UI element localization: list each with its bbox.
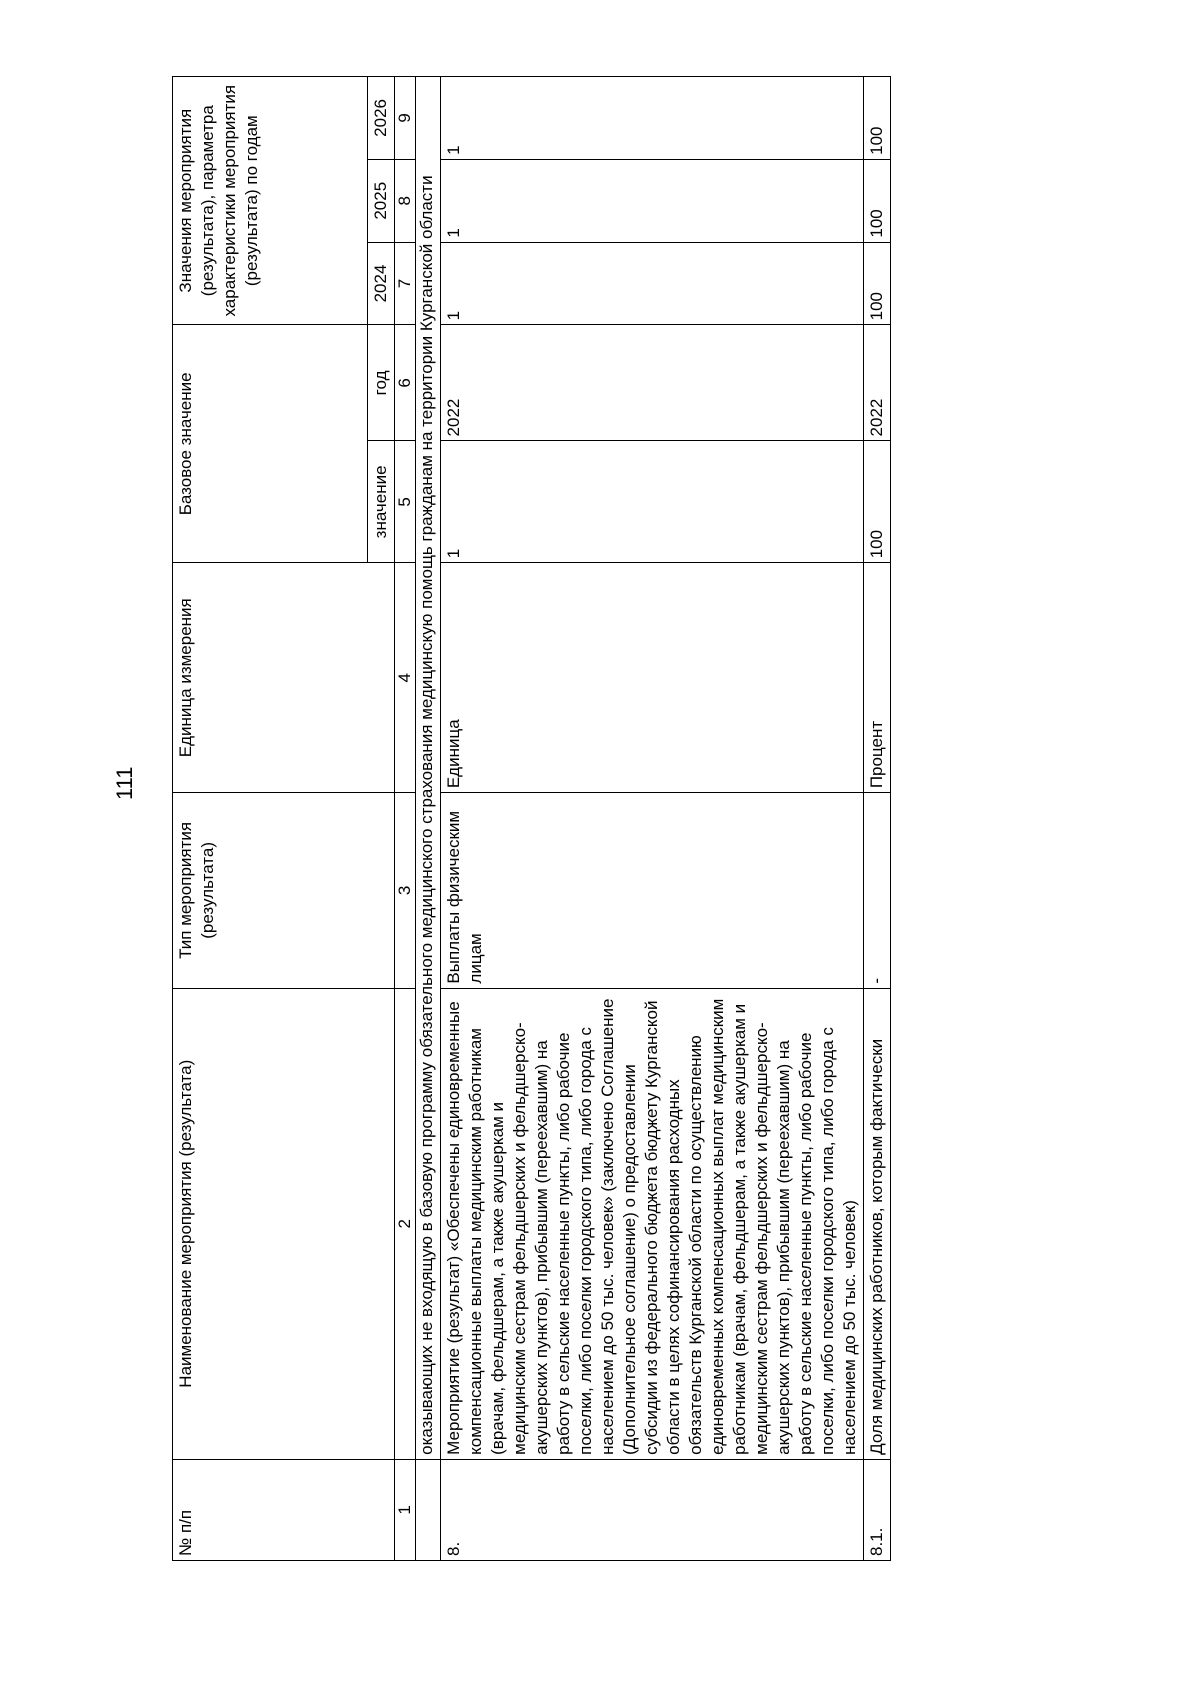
row-name: Мероприятие (результат) «Обеспечены единовременные компенсационные выплаты медицинским работникам (врачам, фельдшерам, а также акушеркам и медицинским сестрам фельдшерских и фельдшерско-акушерских пунктов), прибывшим (переехавшим) на работу в сельские населенные пункты, либо рабочие поселки, либо поселки городского типа, либо города с населением до 50 тыс. человек» (заключено Соглашение (Дополнительное соглашение) о предоставлении субсидии из федерального бюджета бюджету Курганской области в целях софинансирования расходных обязательств Курганской области по осуществлению единовременных компенсационных выплат медицинским работникам (врачам, фельдшерам, а также акушеркам и медицинским сестрам фельдшерских и фельдшерско-акушерских пунктов), прибывшим (переехавшим) на работу в сельские населенные пункты, либо рабочие поселки, либо поселки городского типа, либо города с населением до 50 тыс. человек) (441, 988, 864, 1459)
row-unit: Единица (441, 563, 864, 793)
row-value-2026: 100 (864, 77, 891, 160)
row-number: 8.1. (864, 1459, 891, 1560)
header-base-value: значение (368, 441, 395, 563)
row-number: 8. (441, 1459, 864, 1560)
row-value-2025: 1 (441, 159, 864, 242)
column-number-6: 6 (395, 325, 416, 441)
header-year-2025: 2025 (368, 159, 395, 242)
section-number-cell (416, 1459, 441, 1560)
table-row (864, 77, 891, 1561)
column-number-7: 7 (395, 242, 416, 325)
column-number-3: 3 (395, 793, 416, 988)
header-base-year: год (368, 325, 395, 441)
header-year-2024: 2024 (368, 242, 395, 325)
header-base: Базовое значение (173, 325, 368, 563)
row-value-2024: 100 (864, 242, 891, 325)
column-number-4: 4 (395, 563, 416, 793)
column-number-8: 8 (395, 159, 416, 242)
row-base-year: 2022 (864, 325, 891, 441)
row-base-year: 2022 (441, 325, 864, 441)
row-type: - (864, 793, 891, 988)
header-name: Наименование мероприятия (результата) (173, 988, 395, 1459)
table-sheet (172, 76, 1017, 1561)
header-unit: Единица измерения (173, 563, 395, 793)
header-type: Тип мероприятия (результата) (173, 793, 395, 988)
header-number: № п/п (173, 1459, 395, 1560)
column-number-9: 9 (395, 77, 416, 160)
row-base-value: 100 (864, 441, 891, 563)
column-number-1: 1 (395, 1459, 416, 1560)
table-row (441, 77, 864, 1561)
header-values: Значения мероприятия (результата), параметра характеристики мероприятия (результата) по годам (173, 77, 368, 325)
measures-table (172, 76, 891, 1561)
row-name: Доля медицинских работников, которым фактически (864, 988, 891, 1459)
section-title: оказывающих не входящую в базовую программу обязательного медицинского страхования медицинскую помощь гражданам на территории Курганской области (416, 77, 441, 1460)
column-number-2: 2 (395, 988, 416, 1459)
header-year-2026: 2026 (368, 77, 395, 160)
row-unit: Процент (864, 563, 891, 793)
page-number: 111 (112, 766, 137, 800)
column-number-5: 5 (395, 441, 416, 563)
row-value-2024: 1 (441, 242, 864, 325)
row-value-2025: 100 (864, 159, 891, 242)
row-type: Выплаты физическим лицам (441, 793, 864, 988)
row-value-2026: 1 (441, 77, 864, 160)
row-base-value: 1 (441, 441, 864, 563)
